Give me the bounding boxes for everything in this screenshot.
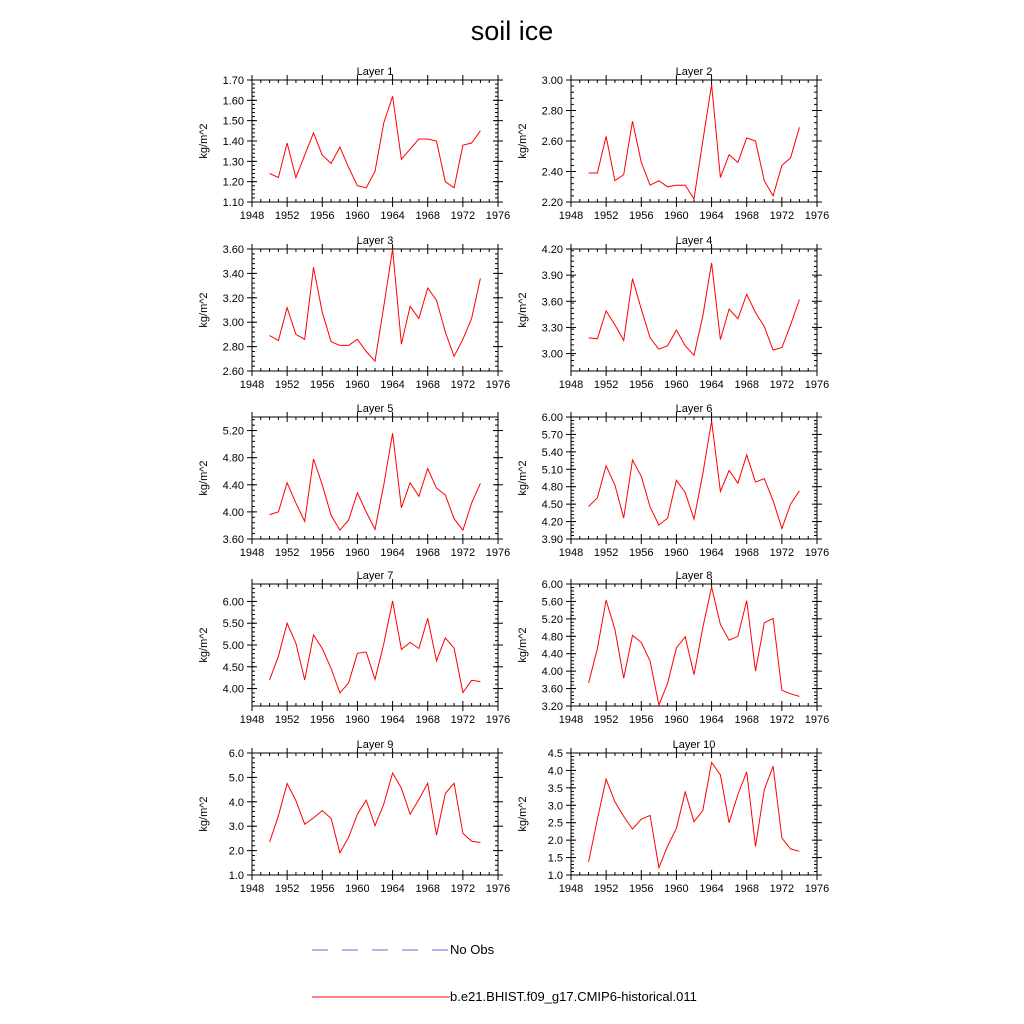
y-tick-label: 3.00 (222, 317, 244, 330)
x-tick-label: 1976 (804, 883, 830, 895)
x-tick-label: 1972 (769, 379, 795, 391)
x-tick-label: 1956 (310, 714, 335, 726)
x-tick-label: 1968 (734, 210, 759, 222)
x-tick-label: 1968 (734, 883, 759, 895)
y-tick-label: 1.40 (222, 136, 244, 148)
plot-frame (252, 417, 498, 539)
legend-obs-swatch (312, 940, 452, 960)
y-tick-label: 3.90 (541, 534, 563, 546)
y-tick-label: 4.00 (541, 666, 563, 679)
x-tick-label: 1948 (558, 547, 584, 559)
x-tick-label: 1972 (769, 714, 795, 726)
y-tick-label: 2.0 (228, 845, 244, 858)
chart-panel-4 (517, 235, 829, 391)
x-tick-label: 1952 (593, 714, 619, 726)
x-tick-label: 1976 (485, 714, 511, 726)
x-tick-label: 1964 (380, 883, 405, 895)
chart-panel-9 (198, 739, 510, 895)
y-tick-label: 1.5 (547, 852, 563, 865)
x-tick-label: 1960 (664, 379, 689, 391)
x-tick-label: 1972 (450, 547, 476, 559)
y-tick-label: 1.30 (222, 156, 244, 169)
y-tick-label: 3.0 (228, 821, 244, 834)
y-tick-label: 5.40 (541, 446, 563, 459)
chart-panel-8 (517, 570, 829, 726)
series-line (589, 85, 800, 199)
x-tick-label: 1948 (239, 714, 265, 726)
chart-panel-6 (517, 403, 829, 559)
y-axis-label: kg/m^2 (198, 460, 210, 496)
y-tick-label: 5.0 (228, 772, 244, 785)
y-tick-label: 4.80 (541, 481, 563, 494)
x-tick-label: 1976 (485, 883, 511, 895)
series-line (270, 601, 481, 693)
x-tick-label: 1960 (345, 883, 370, 895)
series-line (589, 421, 800, 528)
y-tick-label: 2.80 (541, 105, 563, 118)
y-tick-label: 4.0 (547, 765, 563, 778)
x-tick-label: 1964 (380, 714, 405, 726)
legend-model-label: b.e21.BHIST.f09_g17.CMIP6-historical.011 (450, 989, 697, 1004)
x-tick-label: 1960 (345, 547, 370, 559)
x-tick-label: 1952 (274, 210, 300, 222)
x-tick-label: 1956 (310, 547, 335, 559)
x-tick-label: 1976 (804, 210, 830, 222)
x-tick-label: 1968 (734, 379, 759, 391)
y-tick-label: 5.10 (541, 464, 563, 477)
y-tick-label: 2.0 (547, 835, 563, 848)
y-tick-label: 5.20 (541, 613, 563, 626)
plot-frame (571, 753, 817, 875)
y-tick-label: 4.20 (541, 516, 563, 529)
x-tick-label: 1948 (558, 379, 584, 391)
plot-frame (571, 584, 817, 706)
x-tick-label: 1972 (450, 379, 476, 391)
chart-panel-7 (198, 570, 510, 726)
y-tick-label: 4.80 (541, 631, 563, 644)
chart-panel-2 (517, 66, 829, 222)
series-line (270, 433, 481, 530)
x-tick-label: 1956 (310, 883, 335, 895)
y-tick-label: 1.60 (222, 95, 244, 108)
x-tick-label: 1960 (664, 547, 689, 559)
panel-title: Layer 2 (675, 66, 713, 78)
y-tick-label: 2.40 (541, 166, 563, 179)
x-tick-label: 1956 (310, 210, 335, 222)
x-tick-label: 1960 (664, 883, 689, 895)
y-axis-label: kg/m^2 (198, 123, 210, 159)
x-tick-label: 1948 (239, 547, 265, 559)
x-tick-label: 1964 (380, 547, 405, 559)
x-tick-label: 1952 (274, 547, 300, 559)
x-tick-label: 1972 (450, 714, 476, 726)
panel-title: Layer 10 (672, 739, 716, 751)
y-tick-label: 2.20 (541, 197, 563, 209)
y-tick-label: 4.40 (541, 648, 563, 661)
plot-frame (252, 753, 498, 875)
y-tick-label: 3.5 (547, 782, 563, 795)
panel-title: Layer 6 (675, 403, 713, 415)
x-tick-label: 1960 (345, 379, 370, 391)
y-tick-label: 3.20 (541, 701, 563, 713)
y-tick-label: 5.70 (541, 429, 563, 442)
chart-panel-3 (198, 235, 510, 391)
y-tick-label: 1.20 (222, 176, 244, 189)
x-tick-label: 1952 (593, 547, 619, 559)
series-line (270, 96, 481, 188)
x-tick-label: 1964 (380, 379, 405, 391)
y-tick-label: 3.20 (222, 292, 244, 305)
chart-panel-1 (198, 66, 510, 222)
legend-model (312, 987, 732, 1007)
y-axis-label: kg/m^2 (198, 627, 210, 663)
x-tick-label: 1960 (345, 210, 370, 222)
y-tick-label: 4.5 (547, 748, 563, 760)
panel-title: Layer 5 (356, 403, 394, 415)
y-axis-label: kg/m^2 (517, 796, 529, 832)
x-tick-label: 1948 (558, 714, 584, 726)
y-tick-label: 6.0 (228, 748, 244, 760)
x-tick-label: 1952 (274, 379, 300, 391)
y-tick-label: 2.60 (541, 136, 563, 148)
x-tick-label: 1972 (450, 210, 476, 222)
panel-title: Layer 8 (675, 570, 713, 582)
x-tick-label: 1952 (593, 379, 619, 391)
y-tick-label: 2.5 (547, 817, 563, 830)
x-tick-label: 1956 (629, 210, 654, 222)
x-tick-label: 1968 (415, 714, 440, 726)
chart-panel-5 (198, 403, 510, 559)
y-axis-label: kg/m^2 (517, 627, 529, 663)
x-tick-label: 1976 (804, 547, 830, 559)
y-tick-label: 4.50 (222, 661, 244, 674)
y-tick-label: 6.00 (541, 579, 563, 591)
x-tick-label: 1972 (769, 210, 795, 222)
x-tick-label: 1952 (593, 210, 619, 222)
y-tick-label: 1.50 (222, 115, 244, 128)
y-tick-label: 4.80 (222, 452, 244, 465)
x-tick-label: 1972 (450, 883, 476, 895)
x-tick-label: 1976 (485, 547, 511, 559)
series-line (589, 587, 800, 705)
y-tick-label: 4.0 (228, 796, 244, 809)
y-tick-label: 4.40 (222, 479, 244, 492)
y-tick-label: 4.00 (222, 683, 244, 696)
x-tick-label: 1948 (239, 883, 265, 895)
y-tick-label: 5.60 (541, 596, 563, 609)
y-tick-label: 1.10 (222, 197, 244, 209)
x-tick-label: 1968 (734, 547, 759, 559)
x-tick-label: 1964 (380, 210, 405, 222)
panel-title: Layer 1 (356, 66, 394, 78)
y-axis-label: kg/m^2 (517, 292, 529, 328)
x-tick-label: 1948 (558, 210, 584, 222)
y-tick-label: 5.50 (222, 618, 244, 631)
x-tick-label: 1964 (699, 547, 724, 559)
y-tick-label: 4.50 (541, 499, 563, 512)
legend-obs-label: No Obs (450, 942, 495, 957)
plot-frame (571, 80, 817, 202)
y-tick-label: 3.90 (541, 270, 563, 283)
x-tick-label: 1960 (345, 714, 370, 726)
y-axis-label: kg/m^2 (198, 292, 210, 328)
x-tick-label: 1968 (415, 883, 440, 895)
x-tick-label: 1960 (664, 714, 689, 726)
y-tick-label: 5.20 (222, 425, 244, 438)
x-tick-label: 1972 (769, 547, 795, 559)
x-tick-label: 1960 (664, 210, 689, 222)
x-tick-label: 1952 (274, 883, 300, 895)
x-tick-label: 1968 (415, 547, 440, 559)
plot-frame (252, 80, 498, 202)
series-line (270, 249, 481, 361)
y-tick-label: 3.0 (547, 800, 563, 813)
legend-model-swatch (312, 987, 452, 1007)
x-tick-label: 1968 (734, 714, 759, 726)
chart-panel-10 (517, 739, 829, 895)
y-axis-label: kg/m^2 (517, 460, 529, 496)
y-tick-label: 3.60 (222, 534, 244, 546)
y-tick-label: 2.80 (222, 341, 244, 354)
y-tick-label: 6.00 (222, 596, 244, 609)
x-tick-label: 1956 (310, 379, 335, 391)
x-tick-label: 1972 (769, 883, 795, 895)
y-tick-label: 3.60 (222, 244, 244, 256)
x-tick-label: 1968 (415, 210, 440, 222)
y-axis-label: kg/m^2 (517, 123, 529, 159)
panel-title: Layer 3 (356, 235, 394, 247)
legend-obs (312, 940, 572, 960)
y-tick-label: 4.00 (222, 506, 244, 519)
x-tick-label: 1956 (629, 883, 654, 895)
x-tick-label: 1952 (593, 883, 619, 895)
y-tick-label: 2.60 (222, 366, 244, 378)
x-tick-label: 1948 (558, 883, 584, 895)
x-tick-label: 1964 (699, 714, 724, 726)
x-tick-label: 1948 (239, 210, 265, 222)
y-tick-label: 3.00 (541, 348, 563, 361)
y-tick-label: 1.0 (547, 870, 563, 882)
y-tick-label: 3.00 (541, 75, 563, 87)
plot-frame (571, 249, 817, 371)
x-tick-label: 1968 (415, 379, 440, 391)
y-tick-label: 3.40 (222, 268, 244, 281)
plot-frame (252, 249, 498, 371)
x-tick-label: 1964 (699, 210, 724, 222)
x-tick-label: 1976 (804, 714, 830, 726)
x-tick-label: 1956 (629, 714, 654, 726)
y-tick-label: 3.60 (541, 296, 563, 309)
y-axis-label: kg/m^2 (198, 796, 210, 832)
panel-title: Layer 4 (675, 235, 713, 247)
x-tick-label: 1948 (239, 379, 265, 391)
y-tick-label: 1.70 (222, 75, 244, 87)
x-tick-label: 1976 (485, 210, 511, 222)
x-tick-label: 1956 (629, 547, 654, 559)
x-tick-label: 1952 (274, 714, 300, 726)
figure-title: soil ice (470, 16, 554, 46)
x-tick-label: 1976 (485, 379, 511, 391)
series-line (589, 263, 800, 355)
panel-title: Layer 7 (356, 570, 394, 582)
x-tick-label: 1964 (699, 883, 724, 895)
x-tick-label: 1976 (804, 379, 830, 391)
series-line (270, 773, 481, 853)
y-tick-label: 4.20 (541, 244, 563, 256)
x-tick-label: 1956 (629, 379, 654, 391)
y-tick-label: 3.60 (541, 683, 563, 696)
y-tick-label: 6.00 (541, 412, 563, 424)
y-tick-label: 3.30 (541, 322, 563, 335)
series-line (589, 762, 800, 867)
panel-title: Layer 9 (356, 739, 394, 751)
plot-frame (252, 584, 498, 706)
x-tick-label: 1964 (699, 379, 724, 391)
y-tick-label: 5.00 (222, 640, 244, 652)
y-tick-label: 1.0 (228, 870, 244, 882)
